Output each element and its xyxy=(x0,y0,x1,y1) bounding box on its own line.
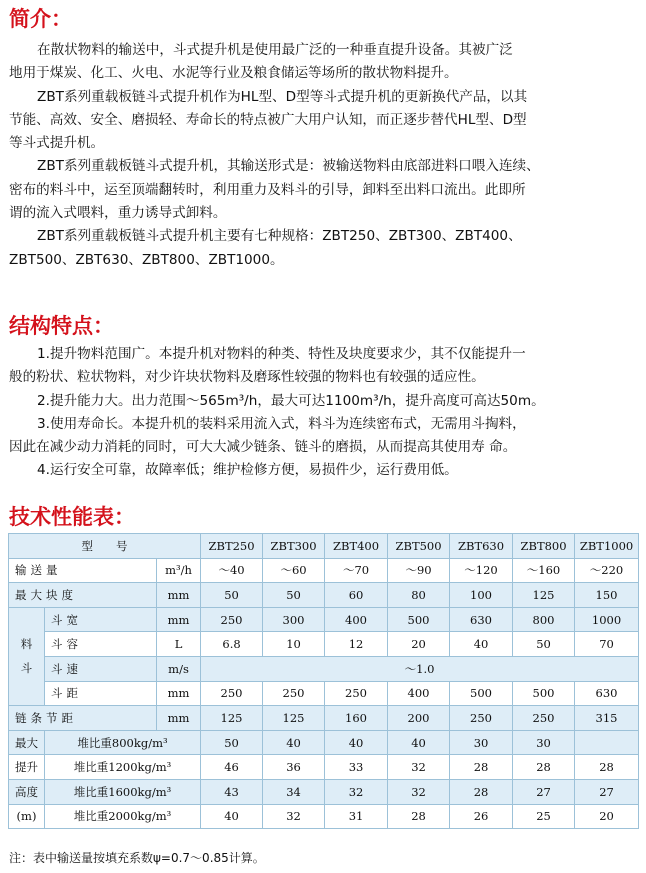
unit-cell: m/s xyxy=(157,656,201,681)
table-row xyxy=(9,607,639,632)
value-cell: 40 xyxy=(325,730,388,755)
unit-cell: mm xyxy=(157,681,201,706)
value-cell: 160 xyxy=(325,706,388,731)
value-cell: 31 xyxy=(325,804,388,829)
text-line: 2.提升能力大。出力范围～565m³/h，最大可达1100m³/h，提升高度可高达50m。 xyxy=(37,392,545,409)
table-row xyxy=(9,632,639,657)
value-cell: 26 xyxy=(450,804,513,829)
value-cell: 36 xyxy=(263,755,325,780)
value-cell: 630 xyxy=(575,681,639,706)
value-cell: 32 xyxy=(263,804,325,829)
value-cell: 32 xyxy=(325,779,388,804)
value-cell: 20 xyxy=(575,804,639,829)
unit-cell: mm xyxy=(157,706,201,731)
row-label: 斗宽 xyxy=(45,607,157,632)
value-cell: 300 xyxy=(263,607,325,632)
value-cell: ZBT500 xyxy=(388,534,450,559)
value-cell: 125 xyxy=(513,583,575,608)
value-cell: 400 xyxy=(325,607,388,632)
text-line: 密布的料斗中，运至顶端翻转时，利用重力及料斗的引导，卸料至出料口流出。此即所 xyxy=(9,181,526,198)
value-cell: ～60 xyxy=(263,558,325,583)
value-cell: 30 xyxy=(513,730,575,755)
unit-cell: mm xyxy=(157,607,201,632)
text-line: 在散状物料的输送中，斗式提升机是使用最广泛的一种垂直提升设备。其被广泛 xyxy=(37,42,513,58)
value-cell: 50 xyxy=(263,583,325,608)
text-line: ZBT系列重载板链斗式提升机主要有七种规格：ZBT250、ZBT300、ZBT400、 xyxy=(37,228,522,245)
structure-heading: 结构特点： xyxy=(9,314,114,338)
value-cell: 50 xyxy=(201,730,263,755)
group-char: 斗 xyxy=(20,661,33,676)
value-cell: 125 xyxy=(263,706,325,731)
value-cell: ZBT1000 xyxy=(575,534,639,559)
group-label-height: 最大 xyxy=(9,730,45,755)
value-cell: 150 xyxy=(575,583,639,608)
value-cell: ZBT630 xyxy=(450,534,513,559)
value-cell: 43 xyxy=(201,779,263,804)
value-cell: ～220 xyxy=(575,558,639,583)
value-cell: ～40 xyxy=(201,558,263,583)
value-cell: 32 xyxy=(388,755,450,780)
group-char: 料 xyxy=(20,637,33,652)
text-line: 般的粉状、粒状物料，对少许块状物料及磨琢性较强的物料也有较强的适应性。 xyxy=(9,369,485,386)
text-line: 因此在减少动力消耗的同时，可大大减少链条、链斗的磨损，从而提高其使用寿 命。 xyxy=(9,439,517,456)
table-row xyxy=(9,681,639,706)
value-cell: 125 xyxy=(201,706,263,731)
value-cell: 250 xyxy=(263,681,325,706)
value-cell: ～90 xyxy=(388,558,450,583)
row-label: 链条节距 xyxy=(9,706,157,731)
group-label-height: (m) xyxy=(9,804,45,829)
value-cell: ZBT250 xyxy=(201,534,263,559)
value-cell: 27 xyxy=(575,779,639,804)
value-cell: 70 xyxy=(575,632,639,657)
unit-cell: mm xyxy=(157,583,201,608)
text-line: ZBT系列重载板链斗式提升机作为HL型、D型等斗式提升机的更新换代产品，以其 xyxy=(37,88,528,105)
value-cell: 20 xyxy=(388,632,450,657)
value-cell: 33 xyxy=(325,755,388,780)
value-cell: 28 xyxy=(450,779,513,804)
value-cell: 34 xyxy=(263,779,325,804)
value-cell: 28 xyxy=(388,804,450,829)
value-cell: 10 xyxy=(263,632,325,657)
text-line: 3.使用寿命长。本提升机的装料采用流入式，料斗为连续密布式，无需用斗掏料， xyxy=(37,415,526,432)
value-cell: 800 xyxy=(513,607,575,632)
text-line: ZBT系列重载板链斗式提升机，其输送形式是：被输送物料由底部进料口喂入连续、 xyxy=(37,158,540,175)
value-cell: 27 xyxy=(513,779,575,804)
value-cell: 100 xyxy=(450,583,513,608)
value-cell: 60 xyxy=(325,583,388,608)
group-label-height: 提升 xyxy=(9,755,45,780)
text-line: 1.提升物料范围广。本提升机对物料的种类、特性及块度要求少，其不仅能提升一 xyxy=(37,346,526,362)
unit-cell: L xyxy=(157,632,201,657)
row-label: 堆比重1600kg/m³ xyxy=(45,779,201,804)
value-cell: 1000 xyxy=(575,607,639,632)
text-line: ZBT500、ZBT630、ZBT800、ZBT1000。 xyxy=(9,251,284,268)
row-label: 输送量 xyxy=(9,558,157,583)
table-row xyxy=(9,558,639,583)
value-cell: ～1.0 xyxy=(201,656,639,681)
value-cell: 500 xyxy=(388,607,450,632)
row-label: 堆比重1200kg/m³ xyxy=(45,755,201,780)
row-label: 堆比重2000kg/m³ xyxy=(45,804,201,829)
intro-text xyxy=(9,39,641,272)
value-cell: 40 xyxy=(450,632,513,657)
value-cell: 40 xyxy=(388,730,450,755)
value-cell: 12 xyxy=(325,632,388,657)
table-row xyxy=(9,779,639,804)
value-cell: 250 xyxy=(450,706,513,731)
value-cell: 250 xyxy=(325,681,388,706)
value-cell: 28 xyxy=(575,755,639,780)
value-cell: 200 xyxy=(388,706,450,731)
value-cell: 315 xyxy=(575,706,639,731)
table-row xyxy=(9,583,639,608)
value-cell: 28 xyxy=(513,755,575,780)
row-label: 斗距 xyxy=(45,681,157,706)
value-cell: ～70 xyxy=(325,558,388,583)
value-cell: 28 xyxy=(450,755,513,780)
value-cell: ZBT300 xyxy=(263,534,325,559)
specs-heading: 技术性能表： xyxy=(9,505,135,529)
text-line: 谓的流入式喂料，重力诱导式卸料。 xyxy=(9,205,227,222)
value-cell: 250 xyxy=(513,706,575,731)
table-row xyxy=(9,656,639,681)
value-cell: 30 xyxy=(450,730,513,755)
value-cell: ～120 xyxy=(450,558,513,583)
value-cell: 40 xyxy=(263,730,325,755)
row-label: 堆比重800kg/m³ xyxy=(45,730,201,755)
table-row xyxy=(9,706,639,731)
table-row xyxy=(9,534,639,559)
value-cell: 250 xyxy=(201,681,263,706)
table-row xyxy=(9,730,639,755)
value-cell: 400 xyxy=(388,681,450,706)
group-label-bucket xyxy=(9,607,45,705)
header-label: 型 号 xyxy=(9,534,201,559)
unit-cell: m³/h xyxy=(157,558,201,583)
text-line: 4.运行安全可靠，故障率低；维护检修方便，易损件少，运行费用低。 xyxy=(37,462,458,479)
value-cell: 40 xyxy=(201,804,263,829)
value-cell: 630 xyxy=(450,607,513,632)
text-line: 等斗式提升机。 xyxy=(9,135,105,152)
value-cell: 500 xyxy=(513,681,575,706)
value-cell: ZBT800 xyxy=(513,534,575,559)
value-cell: ～160 xyxy=(513,558,575,583)
value-cell: 50 xyxy=(513,632,575,657)
row-label: 斗速 xyxy=(45,656,157,681)
value-cell: 46 xyxy=(201,755,263,780)
spec-table xyxy=(8,533,639,829)
intro-heading: 简介： xyxy=(9,7,72,31)
group-label-height: 高度 xyxy=(9,779,45,804)
structure-text xyxy=(9,343,641,483)
row-label: 斗容 xyxy=(45,632,157,657)
table-note: 注：表中输送量按填充系数ψ=0.7～0.85计算。 xyxy=(9,851,265,865)
row-label: 最大块度 xyxy=(9,583,157,608)
value-cell: 25 xyxy=(513,804,575,829)
value-cell xyxy=(575,730,639,755)
value-cell: 6.8 xyxy=(201,632,263,657)
table-row xyxy=(9,804,639,829)
value-cell: ZBT400 xyxy=(325,534,388,559)
value-cell: 500 xyxy=(450,681,513,706)
value-cell: 250 xyxy=(201,607,263,632)
text-line: 节能、高效、安全、磨损轻、寿命长的特点被广大用户认知，而正逐步替代HL型、D型 xyxy=(9,111,527,128)
value-cell: 80 xyxy=(388,583,450,608)
text-line: 地用于煤炭、化工、火电、水泥等行业及粮食储运等场所的散状物料提升。 xyxy=(9,65,458,82)
value-cell: 32 xyxy=(388,779,450,804)
value-cell: 50 xyxy=(201,583,263,608)
table-row xyxy=(9,755,639,780)
